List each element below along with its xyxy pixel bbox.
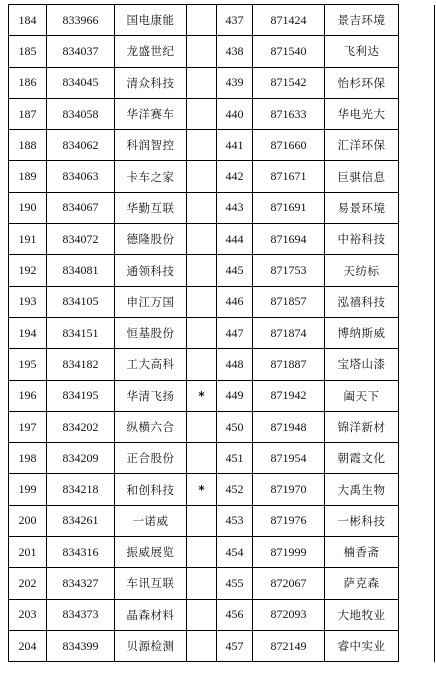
table-row [9,411,435,442]
left-code-cell: 834373 [47,599,115,630]
left-seq-cell: 189 [9,161,47,192]
table-row [9,599,435,630]
left-seq-cell: 199 [9,474,47,505]
right-name-cell: 易景环境 [325,192,399,223]
left-code-cell: 834037 [47,36,115,67]
left-mark-cell [187,317,217,348]
left-code-cell: 834182 [47,349,115,380]
left-mark-cell [187,411,217,442]
right-seq-cell: 437 [217,5,253,36]
right-seq-cell: 449 [217,380,253,411]
left-seq-cell: 188 [9,130,47,161]
left-name-cell: 振威展览 [115,537,187,568]
right-code-cell: 872067 [253,568,325,599]
table-row [9,349,435,380]
right-name-cell: 一彬科技 [325,505,399,536]
left-code-cell: 833966 [47,5,115,36]
left-seq-cell: 191 [9,224,47,255]
left-mark-cell [187,161,217,192]
left-seq-cell: 190 [9,192,47,223]
left-seq-cell: 187 [9,98,47,129]
left-code-cell: 834105 [47,286,115,317]
left-mark-cell: * [187,380,217,411]
table-row [9,474,435,505]
table-row [9,286,435,317]
left-name-cell: 国电康能 [115,5,187,36]
right-code-cell: 871671 [253,161,325,192]
right-code-cell: 871542 [253,67,325,98]
left-code-cell: 834399 [47,630,115,661]
right-code-cell: 871857 [253,286,325,317]
table-body [9,5,435,662]
right-seq-cell: 446 [217,286,253,317]
left-seq-cell: 197 [9,411,47,442]
left-name-cell: 卡车之家 [115,161,187,192]
right-empty-cell [399,36,435,67]
right-name-cell: 萨克森 [325,568,399,599]
left-mark-cell [187,67,217,98]
right-empty-cell [399,67,435,98]
right-empty-cell [399,5,435,36]
right-seq-cell: 439 [217,67,253,98]
left-code-cell: 834045 [47,67,115,98]
securities-table [8,4,435,662]
left-code-cell: 834062 [47,130,115,161]
left-name-cell: 通领科技 [115,255,187,286]
table-row [9,537,435,568]
right-seq-cell: 456 [217,599,253,630]
right-name-cell: 博纳斯威 [325,317,399,348]
right-code-cell: 871999 [253,537,325,568]
right-seq-cell: 440 [217,98,253,129]
right-name-cell: 朝霞文化 [325,443,399,474]
left-code-cell: 834063 [47,161,115,192]
right-code-cell: 871874 [253,317,325,348]
left-code-cell: 834261 [47,505,115,536]
left-seq-cell: 204 [9,630,47,661]
right-empty-cell [399,286,435,317]
table-row [9,161,435,192]
right-code-cell: 871976 [253,505,325,536]
right-code-cell: 871424 [253,5,325,36]
right-code-cell: 871691 [253,192,325,223]
left-seq-cell: 184 [9,5,47,36]
right-seq-cell: 441 [217,130,253,161]
right-empty-cell [399,349,435,380]
right-seq-cell: 457 [217,630,253,661]
right-seq-cell: 447 [217,317,253,348]
left-mark-cell [187,192,217,223]
left-seq-cell: 200 [9,505,47,536]
left-name-cell: 恒基股份 [115,317,187,348]
right-seq-cell: 454 [217,537,253,568]
right-name-cell: 大禹生物 [325,474,399,505]
right-empty-cell [399,130,435,161]
right-name-cell: 锦洋新材 [325,411,399,442]
securities-list-document [8,4,434,662]
table-row [9,36,435,67]
right-empty-cell [399,98,435,129]
left-seq-cell: 198 [9,443,47,474]
table-row [9,224,435,255]
table-row [9,130,435,161]
right-empty-cell [399,224,435,255]
right-name-cell: 宝塔山漆 [325,349,399,380]
right-seq-cell: 451 [217,443,253,474]
right-empty-cell [399,192,435,223]
left-name-cell: 正合股份 [115,443,187,474]
left-mark-cell [187,130,217,161]
right-empty-cell [399,599,435,630]
left-code-cell: 834151 [47,317,115,348]
left-code-cell: 834072 [47,224,115,255]
right-name-cell: 怡杉环保 [325,67,399,98]
left-name-cell: 华清飞扬 [115,380,187,411]
left-name-cell: 华勤互联 [115,192,187,223]
left-seq-cell: 203 [9,599,47,630]
left-mark-cell [187,224,217,255]
left-name-cell: 车讯互联 [115,568,187,599]
left-code-cell: 834195 [47,380,115,411]
left-seq-cell: 192 [9,255,47,286]
right-code-cell: 872149 [253,630,325,661]
left-code-cell: 834327 [47,568,115,599]
left-code-cell: 834081 [47,255,115,286]
right-empty-cell [399,443,435,474]
right-code-cell: 871954 [253,443,325,474]
right-seq-cell: 445 [217,255,253,286]
table-row [9,443,435,474]
left-name-cell: 德隆股份 [115,224,187,255]
table-row [9,630,435,661]
right-empty-cell [399,161,435,192]
left-seq-cell: 185 [9,36,47,67]
right-name-cell: 泓禧科技 [325,286,399,317]
left-code-cell: 834209 [47,443,115,474]
right-seq-cell: 450 [217,411,253,442]
left-code-cell: 834218 [47,474,115,505]
right-name-cell: 华电光大 [325,98,399,129]
left-code-cell: 834316 [47,537,115,568]
left-mark-cell [187,599,217,630]
right-empty-cell [399,630,435,661]
right-code-cell: 871540 [253,36,325,67]
left-code-cell: 834202 [47,411,115,442]
left-name-cell: 清众科技 [115,67,187,98]
right-empty-cell [399,255,435,286]
right-code-cell: 871633 [253,98,325,129]
right-seq-cell: 455 [217,568,253,599]
left-mark-cell [187,5,217,36]
right-empty-cell [399,537,435,568]
right-seq-cell: 443 [217,192,253,223]
table-row [9,380,435,411]
right-name-cell: 巨骐信息 [325,161,399,192]
left-name-cell: 申江万国 [115,286,187,317]
left-seq-cell: 186 [9,67,47,98]
right-name-cell: 汇洋环保 [325,130,399,161]
right-code-cell: 871753 [253,255,325,286]
left-mark-cell [187,443,217,474]
left-seq-cell: 196 [9,380,47,411]
right-name-cell: 天纺标 [325,255,399,286]
table-row [9,192,435,223]
left-mark-cell [187,630,217,661]
right-name-cell: 阖天下 [325,380,399,411]
right-name-cell: 睿中实业 [325,630,399,661]
left-mark-cell [187,537,217,568]
right-seq-cell: 452 [217,474,253,505]
left-mark-cell [187,568,217,599]
left-mark-cell [187,286,217,317]
right-code-cell: 871942 [253,380,325,411]
left-seq-cell: 202 [9,568,47,599]
left-seq-cell: 193 [9,286,47,317]
left-mark-cell: * [187,474,217,505]
table-row [9,505,435,536]
left-name-cell: 工大高科 [115,349,187,380]
right-empty-cell [399,317,435,348]
right-seq-cell: 444 [217,224,253,255]
left-name-cell: 晶森材料 [115,599,187,630]
right-name-cell: 飞利达 [325,36,399,67]
table-row [9,67,435,98]
right-empty-cell [399,568,435,599]
left-name-cell: 龙盛世纪 [115,36,187,67]
table-row [9,98,435,129]
right-code-cell: 871887 [253,349,325,380]
left-name-cell: 一诺威 [115,505,187,536]
right-name-cell: 楠香斋 [325,537,399,568]
right-seq-cell: 442 [217,161,253,192]
left-mark-cell [187,255,217,286]
left-seq-cell: 195 [9,349,47,380]
left-name-cell: 和创科技 [115,474,187,505]
left-mark-cell [187,505,217,536]
table-row [9,5,435,36]
right-empty-cell [399,380,435,411]
right-code-cell: 871948 [253,411,325,442]
right-name-cell: 景吉环境 [325,5,399,36]
right-code-cell: 871970 [253,474,325,505]
left-mark-cell [187,98,217,129]
right-code-cell: 872093 [253,599,325,630]
right-seq-cell: 453 [217,505,253,536]
right-code-cell: 871694 [253,224,325,255]
table-row [9,255,435,286]
left-name-cell: 科润智控 [115,130,187,161]
table-row [9,317,435,348]
left-name-cell: 纵横六合 [115,411,187,442]
right-empty-cell [399,505,435,536]
left-seq-cell: 201 [9,537,47,568]
left-mark-cell [187,349,217,380]
right-name-cell: 中裕科技 [325,224,399,255]
right-name-cell: 大地牧业 [325,599,399,630]
left-name-cell: 贝源检测 [115,630,187,661]
right-seq-cell: 438 [217,36,253,67]
left-code-cell: 834058 [47,98,115,129]
left-mark-cell [187,36,217,67]
left-code-cell: 834067 [47,192,115,223]
table-row [9,568,435,599]
left-seq-cell: 194 [9,317,47,348]
right-empty-cell [399,474,435,505]
right-seq-cell: 448 [217,349,253,380]
right-code-cell: 871660 [253,130,325,161]
left-name-cell: 华洋赛车 [115,98,187,129]
right-empty-cell [399,411,435,442]
